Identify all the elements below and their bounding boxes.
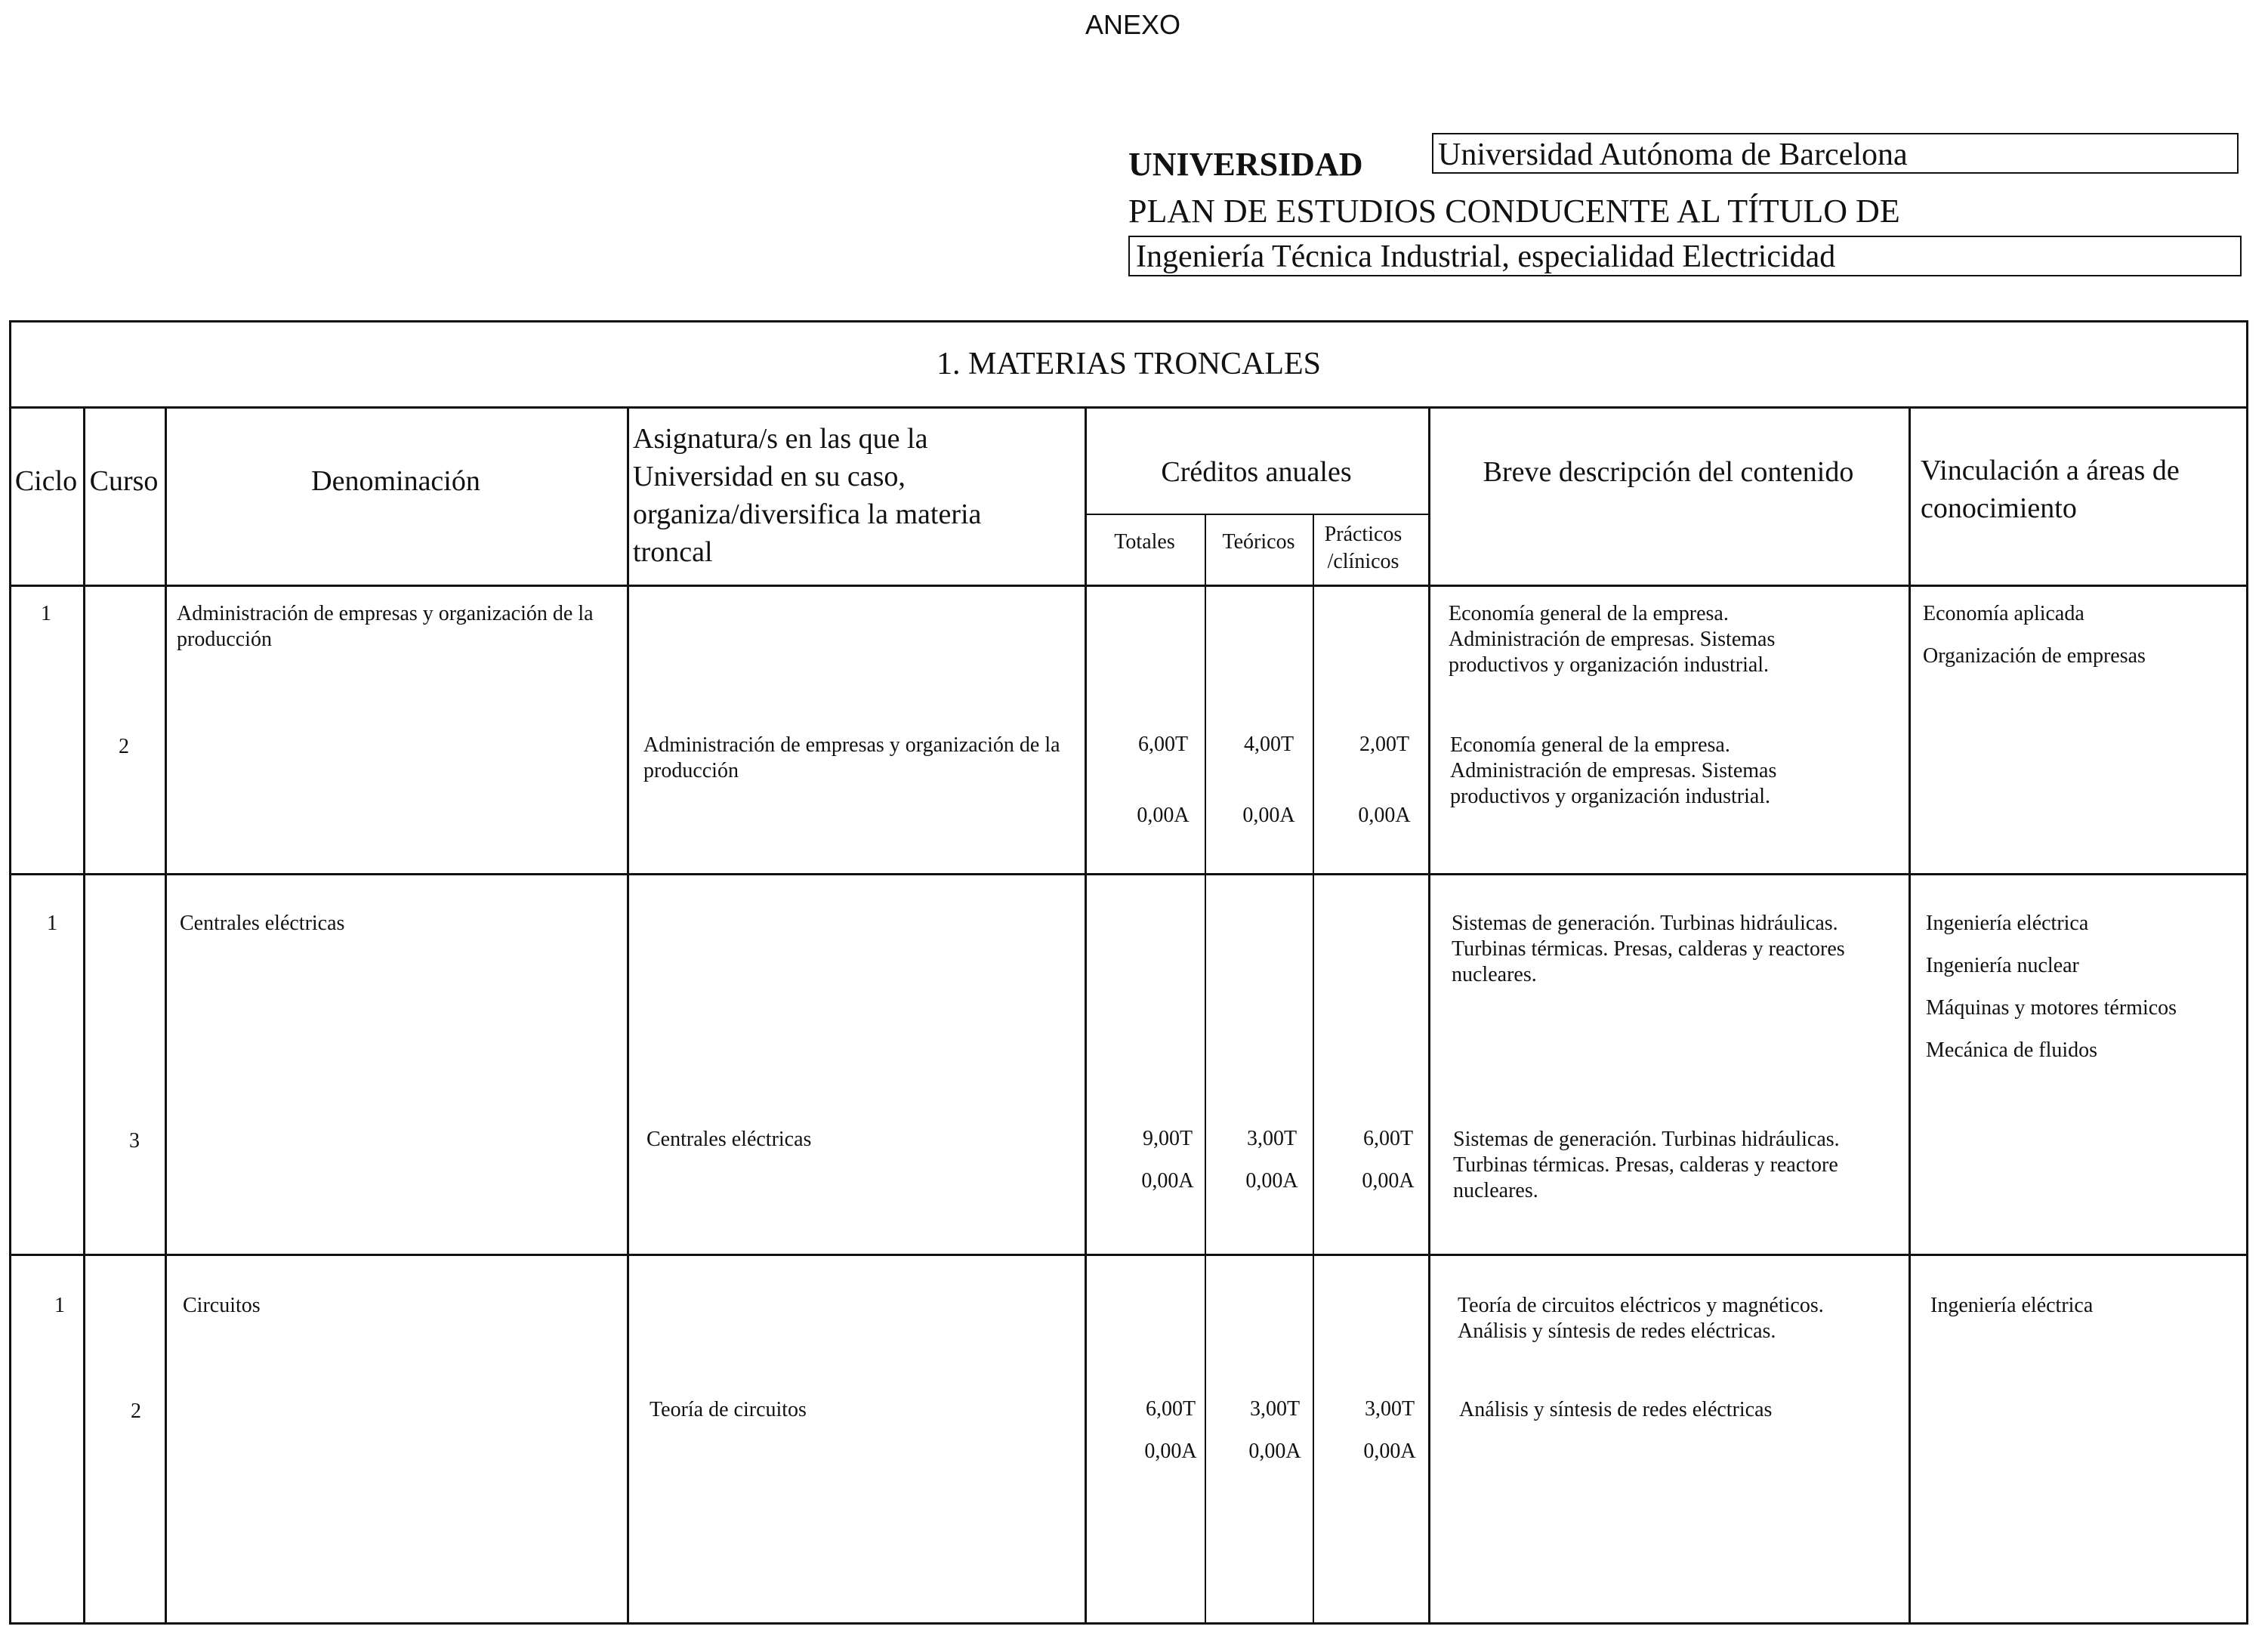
credits-practicos: 2,00T [1359,733,1410,756]
table-divider [9,873,2248,875]
row-area: Economía aplicada [1923,602,2084,625]
header-teoricos: Teóricos [1222,530,1295,554]
header-practicos: Prácticos /clínicos [1324,523,1402,573]
header-denominacion: Denominación [311,465,480,497]
table-divider [9,585,2248,587]
credits-totales: 0,00A [1137,804,1190,827]
row-asignatura-descripcion: Análisis y síntesis de redes eléctricas [1459,1398,1773,1421]
row-denominacion: Circuitos [183,1294,261,1317]
row-asignatura: Teoría de circuitos [650,1398,807,1421]
row-asignatura: Centrales eléctricas [646,1128,812,1151]
table-divider [9,406,2248,409]
row-asignatura: Administración de empresas y organización de la producción [643,733,1060,782]
header-asignaturas: Asignatura/s en las que la Universidad en su caso, organiza/diversifica la materia troncal [633,423,982,568]
row-area: Mecánica de fluidos [1926,1038,2098,1062]
section-title: 1. MATERIAS TRONCALES [936,347,1322,381]
row-area: Ingeniería eléctrica [1926,912,2089,935]
row-curso: 2 [119,735,129,758]
table-divider [1909,406,1911,1625]
header-descripcion: Breve descripción del contenido [1483,456,1854,488]
credits-practicos: 0,00A [1362,1169,1415,1193]
row-curso: 2 [131,1399,141,1423]
header-curso: Curso [89,465,159,497]
credits-totales: 0,00A [1144,1440,1197,1463]
credits-teoricos: 0,00A [1242,804,1295,827]
credits-teoricos: 3,00T [1249,1397,1301,1421]
table-divider [1085,514,1428,515]
row-descripcion: Sistemas de generación. Turbinas hidráulicas. Turbinas térmicas. Presas, calderas y reactores nucleares. [1452,912,1845,986]
row-denominacion: Administración de empresas y organización de la producción [177,602,594,651]
header-ciclo: Ciclo [14,465,78,497]
credits-totales: 0,00A [1141,1169,1194,1193]
credits-totales: 9,00T [1142,1127,1193,1150]
table-divider [165,406,167,1625]
row-area: Ingeniería nuclear [1926,954,2079,977]
annex-title: ANEXO [1085,9,1181,40]
university-label: UNIVERSIDAD [1128,146,1363,183]
row-descripcion: Teoría de circuitos eléctricos y magnéticos. Análisis y síntesis de redes eléctricas. [1458,1294,1824,1343]
credits-teoricos: 0,00A [1248,1440,1301,1463]
row-asignatura-descripcion: Sistemas de generación. Turbinas hidráulicas. Turbinas térmicas. Presas, calderas y reactore nucleares. [1453,1128,1840,1202]
credits-teoricos: 3,00T [1246,1127,1298,1150]
row-descripcion: Economía general de la empresa. Administración de empresas. Sistemas productivos y organización industrial. [1449,602,1776,677]
row-denominacion: Centrales eléctricas [180,912,345,935]
credits-teoricos: 4,00T [1243,733,1294,756]
credits-teoricos: 0,00A [1245,1169,1298,1193]
row-asignatura-descripcion: Economía general de la empresa. Administración de empresas. Sistemas productivos y organización industrial. [1450,733,1777,808]
header-vinculacion: Vinculación a áreas de conocimiento [1921,455,2180,524]
row-area: Máquinas y motores térmicos [1926,996,2177,1020]
table-divider [1085,406,1087,1625]
table-divider [83,406,85,1625]
troncales-table [9,320,2248,1625]
credits-practicos: 0,00A [1363,1440,1416,1463]
table-divider [627,406,629,1625]
credits-totales: 6,00T [1145,1397,1196,1421]
header-creditos: Créditos anuales [1161,456,1352,488]
row-curso: 3 [129,1129,140,1153]
document-header [1128,130,2246,281]
credits-practicos: 6,00T [1362,1127,1414,1150]
credits-practicos: 3,00T [1364,1397,1415,1421]
row-ciclo: 1 [47,912,57,935]
university-name-box: Universidad Autónoma de Barcelona [1432,133,2239,174]
table-divider [9,1254,2248,1256]
row-ciclo: 1 [41,602,51,625]
degree-title-box: Ingeniería Técnica Industrial, especialidad Electricidad [1128,236,2242,276]
credits-practicos: 0,00A [1358,804,1411,827]
row-area: Organización de empresas [1923,644,2146,668]
credits-totales: 6,00T [1137,733,1189,756]
row-area: Ingeniería eléctrica [1930,1294,2094,1317]
row-ciclo: 1 [54,1294,65,1317]
header-totales: Totales [1114,530,1175,554]
plan-label: PLAN DE ESTUDIOS CONDUCENTE AL TÍTULO DE [1128,193,1900,230]
